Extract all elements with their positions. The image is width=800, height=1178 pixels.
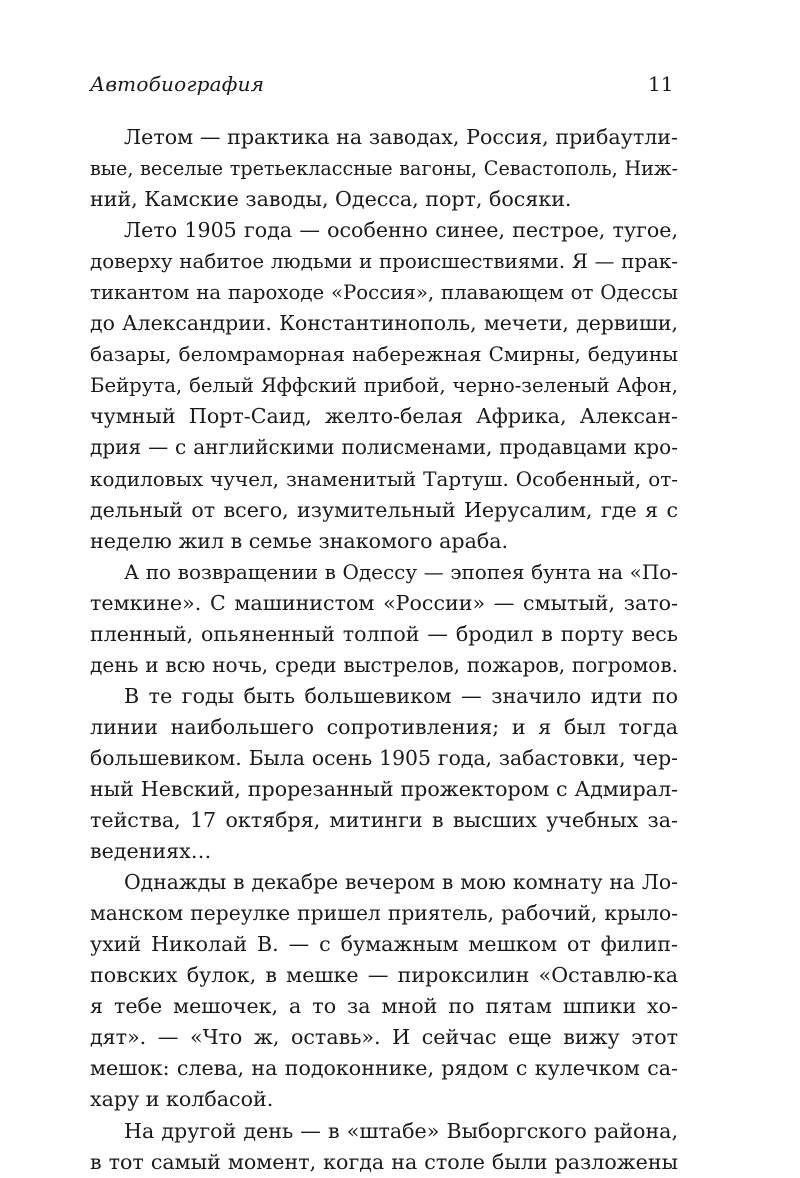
text-line: Летом — практика на заводах, Россия, прибаутли- [124, 125, 678, 149]
text-line: мешок: слева, на подоконнике, рядом с кулечком са- [90, 1056, 678, 1081]
text-line: тейства, 17 октября, митинги в высших учебных за- [90, 808, 678, 833]
text-line: ухий Николай В. — с бумажным мешком от филип- [90, 932, 678, 957]
text-line: до Александрии. Константинополь, мечети, дервиши, [90, 311, 678, 336]
page-number: 11 [648, 72, 674, 96]
text-line: Однажды в декабре вечером в мою комнату на Ло- [124, 870, 678, 895]
text-line: Бейрута, белый Яффский прибой, черно-зеленый Афон, [90, 374, 678, 398]
text-line: дрия — с английскими полисменами, продавцами кро- [90, 435, 678, 460]
text-line: дят». — «Что ж, оставь». И сейчас еще вижу этот [90, 1025, 678, 1050]
text-line: день и всю ночь, среди выстрелов, пожаров, погромов. [90, 652, 678, 677]
text-line: манском переулке пришел приятель, рабочий, крыло- [90, 901, 678, 926]
text-line: кодиловых чучел, знаменитый Тартуш. Особенный, от- [90, 466, 678, 491]
text-line: А по возвращении в Одессу — эпопея бунта на «По- [124, 559, 678, 584]
text-line: Лето 1905 года — особенно синее, пестрое, тугое, [124, 218, 678, 243]
text-line: ный Невский, прорезанный прожектором с Адмирал- [90, 776, 678, 801]
running-title: Автобиография [90, 72, 265, 96]
text-line: я тебе мешочек, а то за мной по пятам шпики хо- [90, 994, 678, 1019]
text-line: ний, Камские заводы, Одесса, порт, босяки. [90, 187, 572, 212]
body-text [90, 122, 678, 1178]
text-line: хару и колбасой. [90, 1087, 274, 1112]
text-line: базары, беломраморная набережная Смирны, бедуины [90, 343, 678, 367]
text-line: линии наибольшего сопротивления; и я был тогда [90, 714, 678, 739]
text-line: неделю жил в семье знакомого араба. [90, 528, 509, 553]
text-line: На другой день — в «штабе» Выборгского района, [124, 1118, 678, 1143]
text-line: пленный, опьяненный толпой — бродил в порту весь [90, 621, 678, 646]
text-line: ведениях… [90, 839, 212, 864]
text-line: В те годы быть большевиком — значило идти по [124, 683, 678, 708]
text-line: чумный Порт-Саид, желто-белая Африка, Алексан- [90, 404, 678, 429]
text-line: дельный от всего, изумительный Иерусалим, где я с [90, 497, 678, 522]
text-line: доверху набитое людьми и происшествиями. Я — прак- [90, 250, 678, 274]
text-line: в тот самый момент, когда на столе были разложены [90, 1149, 678, 1174]
text-line: темкине». С машинистом «России» — смытый, зато- [90, 590, 678, 615]
text-line: повских булок, в мешке — пироксилин «Оставлю-ка [90, 963, 678, 988]
text-line: большевиком. Была осень 1905 года, забастовки, чер- [90, 745, 678, 770]
text-line: тикантом на пароходе «Россия», плавающем от Одессы [90, 281, 678, 305]
text-line: вые, веселые третьеклассные вагоны, Севастополь, Ниж- [90, 157, 678, 181]
